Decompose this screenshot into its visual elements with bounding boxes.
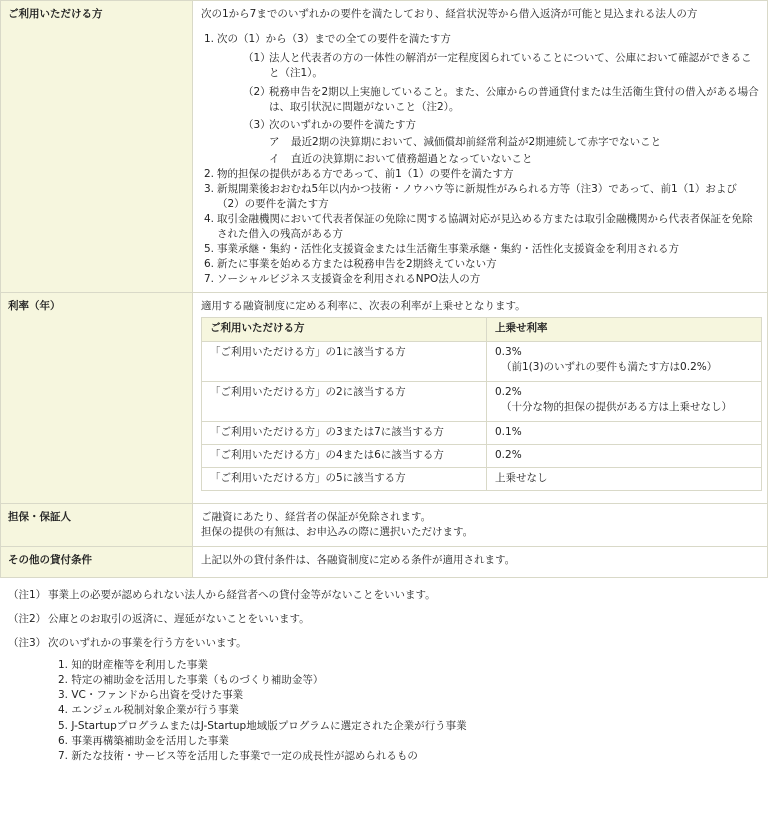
table-row bbox=[202, 382, 762, 422]
kana-text: 直近の決算期において債務超過となっていないこと bbox=[291, 153, 533, 166]
requirement-list bbox=[201, 32, 759, 287]
guarantee-content bbox=[193, 504, 768, 547]
eligibility-intro: 次の1から7までのいずれかの要件を満たしており、経営状況等から借入返済が可能と見込まれる法人の方 bbox=[201, 8, 698, 20]
table-row bbox=[202, 342, 762, 382]
requirement-item-6 bbox=[201, 257, 759, 272]
footnote-text: 事業上の必要が認められない法人から経営者への貸付金等がないことをいいます。 bbox=[48, 589, 436, 602]
sub-requirement-3 bbox=[243, 118, 759, 133]
rate-header-who: ご利用いただける方 bbox=[202, 318, 487, 342]
list-item: 6. 事業再構築補助金を活用した事業 bbox=[58, 734, 229, 747]
kana-marker: イ bbox=[269, 153, 280, 166]
requirement-number: 1. bbox=[204, 32, 215, 45]
table-row bbox=[202, 468, 762, 491]
requirement-number: 4. bbox=[204, 212, 215, 225]
guarantee-line-1: ご融資にあたり、経営者の保証が免除されます。 bbox=[201, 511, 432, 524]
footnote-label: （注2） bbox=[8, 612, 47, 625]
rate-who: 「ご利用いただける方」の4または6に該当する方 bbox=[202, 445, 487, 468]
list-item: 5. J-StartupプログラムまたはJ-Startup地域版プログラムに選定された企業が行う事業 bbox=[58, 719, 467, 732]
other-conditions-row bbox=[1, 547, 768, 578]
kana-condition-i bbox=[269, 152, 759, 167]
rate-row bbox=[1, 293, 768, 504]
other-conditions-label: その他の貸付条件 bbox=[1, 547, 193, 578]
footnote-text: 次のいずれかの事業を行う方をいいます。 bbox=[48, 636, 247, 649]
sub-number: （1） bbox=[243, 51, 271, 64]
eligibility-row bbox=[1, 1, 768, 293]
rate-who: 「ご利用いただける方」の2に該当する方 bbox=[202, 382, 487, 422]
requirement-number: 6. bbox=[204, 257, 215, 270]
rate-note: （十分な物的担保の提供がある方は上乗せなし） bbox=[501, 401, 732, 414]
requirement-number: 7. bbox=[204, 272, 215, 285]
rate-header-rate: 上乗せ利率 bbox=[487, 318, 762, 342]
rate-note: （前1(3)のいずれの要件も満たす方は0.2%） bbox=[501, 361, 718, 374]
eligibility-label: ご利用いただける方 bbox=[1, 1, 193, 293]
table-row bbox=[202, 422, 762, 445]
sub-requirement-2 bbox=[243, 85, 759, 115]
rate-table-header bbox=[202, 318, 762, 342]
footnote-label: （注3） bbox=[8, 636, 47, 649]
list-item: 2. 特定の補助金を活用した事業（ものづくり補助金等） bbox=[58, 673, 324, 686]
footnote-label: （注1） bbox=[8, 589, 47, 602]
rate-content bbox=[193, 293, 768, 504]
sub-text: 法人と代表者の方の一体性の解消が一定程度図られていることについて、公庫において確認ができること（注1）。 bbox=[269, 51, 752, 79]
sub-number: （3） bbox=[243, 119, 271, 132]
guarantee-row bbox=[1, 504, 768, 547]
requirement-text: 物的担保の提供がある方であって、前1（1）の要件を満たす方 bbox=[217, 168, 514, 181]
requirement-text: 事業承継・集約・活性化支援資金または生活衛生事業承継・集約・活性化支援資金を利用される方 bbox=[217, 242, 679, 255]
requirement-number: 5. bbox=[204, 242, 215, 255]
footnote-3-list bbox=[58, 658, 760, 765]
rate-who: 「ご利用いただける方」の5に該当する方 bbox=[202, 468, 487, 491]
rate-intro: 適用する融資制度に定める利率に、次表の利率が上乗せとなります。 bbox=[201, 300, 526, 313]
list-item: 7. 新たな技術・サービス等を活用した事業で一定の成長性が認められるもの bbox=[58, 750, 418, 763]
footnote-text: 公庫とのお取引の返済に、遅延がないことをいいます。 bbox=[48, 612, 310, 625]
requirement-text: 新たに事業を始める方または税務申告を2期終えていない方 bbox=[217, 257, 497, 270]
requirement-text: 次の（1）から（3）までの全ての要件を満たす方 bbox=[217, 32, 451, 45]
guarantee-line-2: 担保の提供の有無は、お申込みの際に選択いただけます。 bbox=[201, 526, 474, 539]
guarantee-label: 担保・保証人 bbox=[1, 504, 193, 547]
kana-marker: ア bbox=[269, 136, 280, 149]
eligibility-content bbox=[193, 1, 768, 293]
requirement-item-4 bbox=[201, 212, 759, 242]
rate-table bbox=[201, 317, 762, 491]
table-row bbox=[202, 445, 762, 468]
rate-label: 利率（年） bbox=[1, 293, 193, 504]
rate-value-cell bbox=[487, 382, 762, 422]
sub-text: 次のいずれかの要件を満たす方 bbox=[269, 119, 416, 132]
footnotes bbox=[0, 578, 768, 764]
footnote-1 bbox=[8, 588, 760, 603]
requirement-number: 3. bbox=[204, 183, 215, 196]
requirement-item-5 bbox=[201, 242, 759, 257]
kana-text: 最近2期の決算期において、減価償却前経常利益が2期連続して赤字でないこと bbox=[291, 136, 662, 149]
requirement-number: 2. bbox=[204, 168, 215, 181]
other-conditions-content: 上記以外の貸付条件は、各融資制度に定める条件が適用されます。 bbox=[193, 547, 768, 578]
rate-who: 「ご利用いただける方」の3または7に該当する方 bbox=[202, 422, 487, 445]
rate-value: 0.2% bbox=[487, 445, 762, 468]
requirement-text: ソーシャルビジネス支援資金を利用されるNPO法人の方 bbox=[217, 272, 481, 285]
list-item: 3. VC・ファンドから出資を受けた事業 bbox=[58, 689, 244, 702]
list-item: 4. エンジェル税制対象企業が行う事業 bbox=[58, 704, 239, 717]
requirement-item-3 bbox=[201, 182, 759, 212]
requirement-text: 新規開業後おおむね5年以内かつ技術・ノウハウ等に新規性がみられる方等（注3）であって、前1（1）および（2）の要件を満たす方 bbox=[217, 183, 737, 210]
kana-condition-a bbox=[269, 135, 759, 150]
sub-number: （2） bbox=[243, 85, 271, 98]
requirement-item-1 bbox=[201, 32, 759, 167]
list-item: 1. 知的財産権等を利用した事業 bbox=[58, 658, 208, 671]
rate-who: 「ご利用いただける方」の1に該当する方 bbox=[202, 342, 487, 382]
rate-value: 0.1% bbox=[487, 422, 762, 445]
requirement-text: 取引金融機関において代表者保証の免除に関する協調対応が見込める方または取引金融機関から代表者保証を免除された借入の残高がある方 bbox=[217, 212, 753, 240]
footnote-3 bbox=[8, 636, 760, 651]
sub-requirement-1 bbox=[243, 51, 759, 81]
rate-value: 0.2% bbox=[495, 386, 522, 399]
rate-value: 0.3% bbox=[495, 346, 522, 359]
rate-value: 上乗せなし bbox=[487, 468, 762, 491]
requirement-item-2 bbox=[201, 167, 759, 182]
requirement-item-7 bbox=[201, 272, 759, 287]
footnote-2 bbox=[8, 612, 760, 627]
rate-value-cell bbox=[487, 342, 762, 382]
sub-text: 税務申告を2期以上実施していること。また、公庫からの普通貸付または生活衛生貸付の借入がある場合は、取引状況に問題がないこと（注2）。 bbox=[269, 85, 759, 113]
